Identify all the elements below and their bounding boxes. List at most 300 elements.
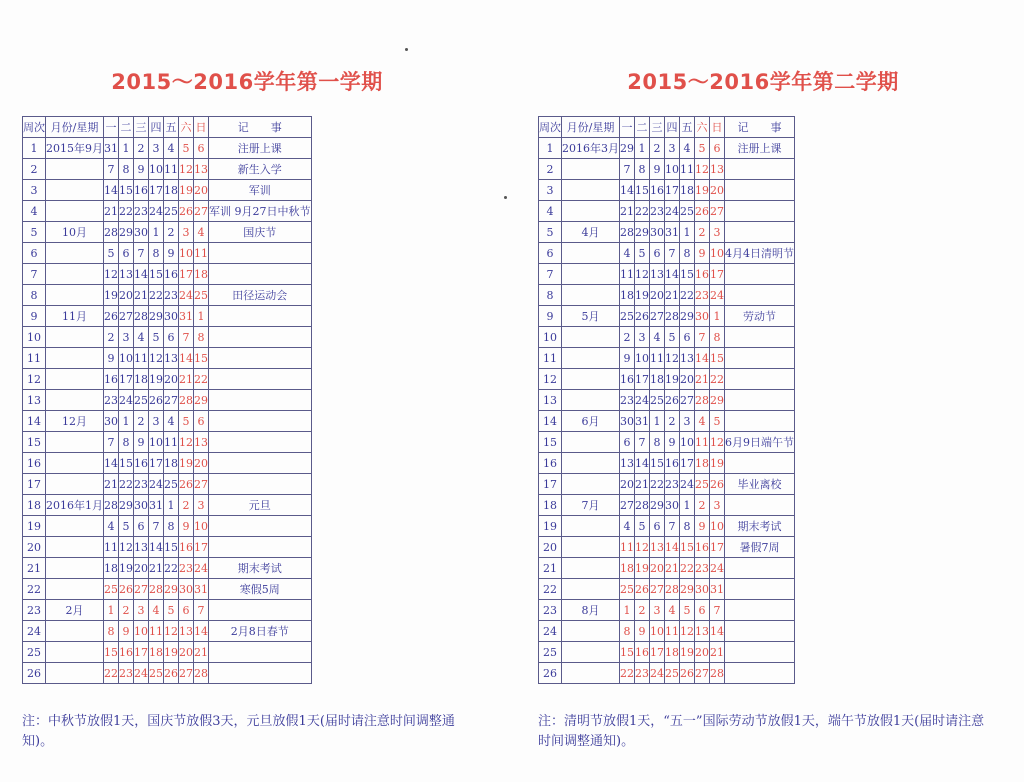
table-row <box>539 579 795 600</box>
day-cell: 5 <box>665 327 680 348</box>
table-row <box>23 285 312 306</box>
day-cell: 21 <box>104 201 119 222</box>
event-note <box>209 306 312 327</box>
day-cell: 3 <box>650 600 665 621</box>
day-cell: 6 <box>194 138 209 159</box>
day-cell: 1 <box>635 138 650 159</box>
day-cell: 12 <box>119 537 134 558</box>
day-cell: 12 <box>149 348 164 369</box>
day-cell: 6 <box>134 516 149 537</box>
day-cell: 23 <box>665 474 680 495</box>
table-row <box>23 474 312 495</box>
day-cell: 23 <box>164 285 179 306</box>
day-cell: 6 <box>650 243 665 264</box>
event-note: 6月9日端午节 <box>725 432 795 453</box>
day-cell: 2 <box>134 411 149 432</box>
column-header: 周次 <box>23 117 46 138</box>
week-number: 6 <box>23 243 46 264</box>
day-cell: 19 <box>104 285 119 306</box>
day-cell: 25 <box>194 285 209 306</box>
day-cell: 6 <box>119 243 134 264</box>
month-label <box>46 558 104 579</box>
event-note: 4月4日清明节 <box>725 243 795 264</box>
month-label <box>562 579 620 600</box>
month-label <box>46 579 104 600</box>
week-number: 11 <box>539 348 562 369</box>
month-label <box>562 453 620 474</box>
day-cell: 4 <box>194 222 209 243</box>
day-cell: 23 <box>134 201 149 222</box>
day-cell: 17 <box>710 264 725 285</box>
day-cell: 31 <box>635 411 650 432</box>
day-cell: 9 <box>119 621 134 642</box>
day-cell: 9 <box>650 159 665 180</box>
month-label <box>46 264 104 285</box>
day-cell: 18 <box>104 558 119 579</box>
day-cell: 21 <box>695 369 710 390</box>
day-cell: 5 <box>164 600 179 621</box>
day-cell: 7 <box>104 159 119 180</box>
month-label: 11月 <box>46 306 104 327</box>
day-cell: 19 <box>149 369 164 390</box>
day-cell: 28 <box>104 495 119 516</box>
day-cell: 10 <box>680 432 695 453</box>
event-note: 毕业离校 <box>725 474 795 495</box>
day-cell: 8 <box>119 432 134 453</box>
day-cell: 10 <box>134 621 149 642</box>
week-number: 25 <box>23 642 46 663</box>
month-label <box>46 390 104 411</box>
day-cell: 25 <box>695 474 710 495</box>
event-note <box>209 600 312 621</box>
table-row <box>539 474 795 495</box>
day-cell: 1 <box>119 411 134 432</box>
day-cell: 14 <box>620 180 635 201</box>
day-cell: 11 <box>104 537 119 558</box>
month-label <box>562 369 620 390</box>
day-cell: 1 <box>119 138 134 159</box>
week-number: 16 <box>23 453 46 474</box>
column-header: 记 事 <box>725 117 795 138</box>
day-cell: 3 <box>665 138 680 159</box>
day-cell: 3 <box>149 411 164 432</box>
day-cell: 7 <box>665 243 680 264</box>
month-label <box>46 474 104 495</box>
day-cell: 3 <box>119 327 134 348</box>
month-label <box>562 621 620 642</box>
day-cell: 11 <box>665 621 680 642</box>
month-label <box>46 537 104 558</box>
day-cell: 12 <box>179 159 194 180</box>
day-cell: 17 <box>680 453 695 474</box>
day-cell: 22 <box>650 474 665 495</box>
day-cell: 13 <box>134 537 149 558</box>
week-number: 1 <box>23 138 46 159</box>
month-label: 10月 <box>46 222 104 243</box>
event-note <box>209 348 312 369</box>
day-cell: 2 <box>695 495 710 516</box>
week-number: 13 <box>23 390 46 411</box>
day-cell: 17 <box>650 642 665 663</box>
semester-1-title: 2015～2016学年第一学期 <box>111 70 383 94</box>
event-note: 田径运动会 <box>209 285 312 306</box>
day-cell: 5 <box>119 516 134 537</box>
day-cell: 14 <box>104 453 119 474</box>
day-cell: 20 <box>710 180 725 201</box>
week-number: 10 <box>539 327 562 348</box>
month-label: 2016年3月 <box>562 138 620 159</box>
day-cell: 2 <box>635 600 650 621</box>
day-cell: 27 <box>194 201 209 222</box>
table-row <box>539 243 795 264</box>
scan-speck <box>504 196 507 199</box>
day-cell: 15 <box>620 642 635 663</box>
day-cell: 4 <box>680 138 695 159</box>
week-number: 7 <box>23 264 46 285</box>
event-note <box>725 222 795 243</box>
event-note <box>725 159 795 180</box>
week-number: 17 <box>23 474 46 495</box>
column-header: 六 <box>179 117 194 138</box>
table-row <box>23 222 312 243</box>
day-cell: 10 <box>149 432 164 453</box>
week-number: 25 <box>539 642 562 663</box>
day-cell: 7 <box>104 432 119 453</box>
month-label <box>562 663 620 684</box>
day-cell: 29 <box>650 495 665 516</box>
table-row <box>539 621 795 642</box>
day-cell: 27 <box>179 663 194 684</box>
day-cell: 17 <box>179 264 194 285</box>
week-number: 3 <box>23 180 46 201</box>
day-cell: 15 <box>149 264 164 285</box>
day-cell: 1 <box>104 600 119 621</box>
day-cell: 18 <box>164 180 179 201</box>
day-cell: 29 <box>635 222 650 243</box>
day-cell: 11 <box>620 264 635 285</box>
day-cell: 4 <box>134 327 149 348</box>
day-cell: 20 <box>119 285 134 306</box>
column-header: 五 <box>680 117 695 138</box>
day-cell: 17 <box>710 537 725 558</box>
day-cell: 2 <box>134 138 149 159</box>
week-number: 15 <box>539 432 562 453</box>
day-cell: 9 <box>665 432 680 453</box>
day-cell: 27 <box>710 201 725 222</box>
day-cell: 4 <box>665 600 680 621</box>
month-label: 4月 <box>562 222 620 243</box>
day-cell: 11 <box>194 243 209 264</box>
day-cell: 22 <box>104 663 119 684</box>
day-cell: 28 <box>695 390 710 411</box>
day-cell: 24 <box>149 474 164 495</box>
day-cell: 13 <box>680 348 695 369</box>
day-cell: 26 <box>179 201 194 222</box>
day-cell: 5 <box>179 411 194 432</box>
day-cell: 19 <box>635 285 650 306</box>
day-cell: 2 <box>164 222 179 243</box>
table-row <box>23 495 312 516</box>
day-cell: 1 <box>620 600 635 621</box>
day-cell: 12 <box>695 159 710 180</box>
column-header: 日 <box>194 117 209 138</box>
day-cell: 6 <box>680 327 695 348</box>
day-cell: 28 <box>620 222 635 243</box>
day-cell: 24 <box>134 663 149 684</box>
day-cell: 10 <box>710 516 725 537</box>
day-cell: 29 <box>119 495 134 516</box>
day-cell: 10 <box>665 159 680 180</box>
month-label <box>562 642 620 663</box>
day-cell: 27 <box>134 579 149 600</box>
table-row <box>23 579 312 600</box>
day-cell: 20 <box>680 369 695 390</box>
table-row <box>539 306 795 327</box>
column-header: 记 事 <box>209 117 312 138</box>
day-cell: 13 <box>164 348 179 369</box>
day-cell: 13 <box>620 453 635 474</box>
month-label <box>46 369 104 390</box>
day-cell: 26 <box>635 579 650 600</box>
event-note <box>209 390 312 411</box>
event-note: 新生入学 <box>209 159 312 180</box>
day-cell: 8 <box>710 327 725 348</box>
day-cell: 8 <box>104 621 119 642</box>
table-row <box>539 432 795 453</box>
month-label: 12月 <box>46 411 104 432</box>
week-number: 4 <box>23 201 46 222</box>
day-cell: 6 <box>620 432 635 453</box>
column-header: 周次 <box>539 117 562 138</box>
month-label <box>562 201 620 222</box>
day-cell: 7 <box>635 432 650 453</box>
month-label: 5月 <box>562 306 620 327</box>
day-cell: 19 <box>119 558 134 579</box>
event-note <box>209 264 312 285</box>
column-header: 日 <box>710 117 725 138</box>
day-cell: 29 <box>164 579 179 600</box>
day-cell: 21 <box>179 369 194 390</box>
day-cell: 9 <box>635 621 650 642</box>
day-cell: 20 <box>650 558 665 579</box>
month-label: 2月 <box>46 600 104 621</box>
day-cell: 10 <box>149 159 164 180</box>
month-label <box>562 264 620 285</box>
day-cell: 16 <box>635 642 650 663</box>
day-cell: 21 <box>665 285 680 306</box>
day-cell: 19 <box>710 453 725 474</box>
day-cell: 1 <box>650 411 665 432</box>
day-cell: 20 <box>695 642 710 663</box>
day-cell: 1 <box>680 495 695 516</box>
event-note <box>725 327 795 348</box>
day-cell: 7 <box>194 600 209 621</box>
day-cell: 1 <box>194 306 209 327</box>
day-cell: 25 <box>620 306 635 327</box>
day-cell: 25 <box>665 663 680 684</box>
day-cell: 8 <box>149 243 164 264</box>
day-cell: 26 <box>104 306 119 327</box>
day-cell: 11 <box>695 432 710 453</box>
day-cell: 25 <box>620 579 635 600</box>
day-cell: 23 <box>695 285 710 306</box>
day-cell: 22 <box>119 474 134 495</box>
week-number: 5 <box>539 222 562 243</box>
event-note <box>725 285 795 306</box>
table-row <box>23 138 312 159</box>
day-cell: 5 <box>695 138 710 159</box>
day-cell: 30 <box>104 411 119 432</box>
event-note <box>725 453 795 474</box>
table-row <box>539 285 795 306</box>
table-row <box>23 348 312 369</box>
day-cell: 8 <box>680 243 695 264</box>
day-cell: 14 <box>104 180 119 201</box>
column-header: 二 <box>635 117 650 138</box>
day-cell: 15 <box>635 180 650 201</box>
event-note <box>725 663 795 684</box>
day-cell: 25 <box>104 579 119 600</box>
week-number: 5 <box>23 222 46 243</box>
month-label <box>562 180 620 201</box>
table-row <box>539 558 795 579</box>
day-cell: 25 <box>650 390 665 411</box>
month-label <box>46 516 104 537</box>
event-note <box>725 264 795 285</box>
month-label <box>562 348 620 369</box>
day-cell: 8 <box>119 159 134 180</box>
day-cell: 30 <box>695 306 710 327</box>
day-cell: 4 <box>104 516 119 537</box>
day-cell: 11 <box>164 159 179 180</box>
day-cell: 1 <box>710 306 725 327</box>
day-cell: 9 <box>134 432 149 453</box>
day-cell: 24 <box>194 558 209 579</box>
day-cell: 28 <box>179 390 194 411</box>
day-cell: 10 <box>650 621 665 642</box>
event-note <box>725 600 795 621</box>
day-cell: 23 <box>179 558 194 579</box>
semester-1-note: 注：中秋节放假1天，国庆节放假3天，元旦放假1天(届时请注意时间调整通知)。 <box>22 714 455 749</box>
day-cell: 14 <box>635 453 650 474</box>
week-number: 16 <box>539 453 562 474</box>
day-cell: 18 <box>164 453 179 474</box>
event-note: 2月8日春节 <box>209 621 312 642</box>
month-label <box>562 243 620 264</box>
column-header: 月份/星期 <box>46 117 104 138</box>
day-cell: 15 <box>119 180 134 201</box>
month-label <box>562 327 620 348</box>
table-row <box>539 516 795 537</box>
column-header: 四 <box>665 117 680 138</box>
day-cell: 27 <box>119 306 134 327</box>
day-cell: 9 <box>164 243 179 264</box>
day-cell: 17 <box>635 369 650 390</box>
table-row <box>539 453 795 474</box>
week-number: 20 <box>23 537 46 558</box>
table-row <box>23 558 312 579</box>
day-cell: 13 <box>194 159 209 180</box>
day-cell: 16 <box>164 264 179 285</box>
event-note: 军训 9月27日中秋节 <box>209 201 312 222</box>
event-note: 国庆节 <box>209 222 312 243</box>
day-cell: 22 <box>680 285 695 306</box>
table-row <box>539 369 795 390</box>
table-row <box>539 642 795 663</box>
month-label <box>46 642 104 663</box>
day-cell: 25 <box>149 663 164 684</box>
month-label <box>562 159 620 180</box>
day-cell: 17 <box>119 369 134 390</box>
day-cell: 10 <box>179 243 194 264</box>
day-cell: 30 <box>695 579 710 600</box>
day-cell: 19 <box>164 642 179 663</box>
day-cell: 18 <box>650 369 665 390</box>
day-cell: 29 <box>620 138 635 159</box>
header-row <box>23 117 312 138</box>
day-cell: 16 <box>119 642 134 663</box>
week-number: 24 <box>539 621 562 642</box>
day-cell: 3 <box>710 495 725 516</box>
day-cell: 17 <box>134 642 149 663</box>
day-cell: 11 <box>650 348 665 369</box>
week-number: 15 <box>23 432 46 453</box>
event-note <box>209 663 312 684</box>
day-cell: 29 <box>680 306 695 327</box>
column-header: 二 <box>119 117 134 138</box>
table-row <box>23 516 312 537</box>
month-label: 6月 <box>562 411 620 432</box>
day-cell: 5 <box>149 327 164 348</box>
day-cell: 14 <box>149 537 164 558</box>
day-cell: 30 <box>665 495 680 516</box>
event-note <box>209 432 312 453</box>
table-row <box>23 432 312 453</box>
day-cell: 23 <box>104 390 119 411</box>
day-cell: 29 <box>149 306 164 327</box>
day-cell: 14 <box>665 537 680 558</box>
column-header: 五 <box>164 117 179 138</box>
day-cell: 3 <box>635 327 650 348</box>
day-cell: 16 <box>104 369 119 390</box>
day-cell: 25 <box>134 390 149 411</box>
day-cell: 4 <box>164 138 179 159</box>
day-cell: 22 <box>164 558 179 579</box>
day-cell: 19 <box>635 558 650 579</box>
column-header: 一 <box>104 117 119 138</box>
day-cell: 24 <box>650 663 665 684</box>
day-cell: 5 <box>179 138 194 159</box>
week-number: 26 <box>23 663 46 684</box>
day-cell: 15 <box>194 348 209 369</box>
week-number: 13 <box>539 390 562 411</box>
day-cell: 18 <box>149 642 164 663</box>
table-row <box>539 180 795 201</box>
day-cell: 3 <box>680 411 695 432</box>
day-cell: 23 <box>119 663 134 684</box>
day-cell: 14 <box>665 264 680 285</box>
semester-2-table <box>538 116 795 684</box>
day-cell: 2 <box>179 495 194 516</box>
day-cell: 25 <box>680 201 695 222</box>
day-cell: 24 <box>710 285 725 306</box>
day-cell: 8 <box>620 621 635 642</box>
day-cell: 29 <box>680 579 695 600</box>
day-cell: 30 <box>179 579 194 600</box>
week-number: 19 <box>23 516 46 537</box>
day-cell: 12 <box>164 621 179 642</box>
day-cell: 25 <box>164 201 179 222</box>
